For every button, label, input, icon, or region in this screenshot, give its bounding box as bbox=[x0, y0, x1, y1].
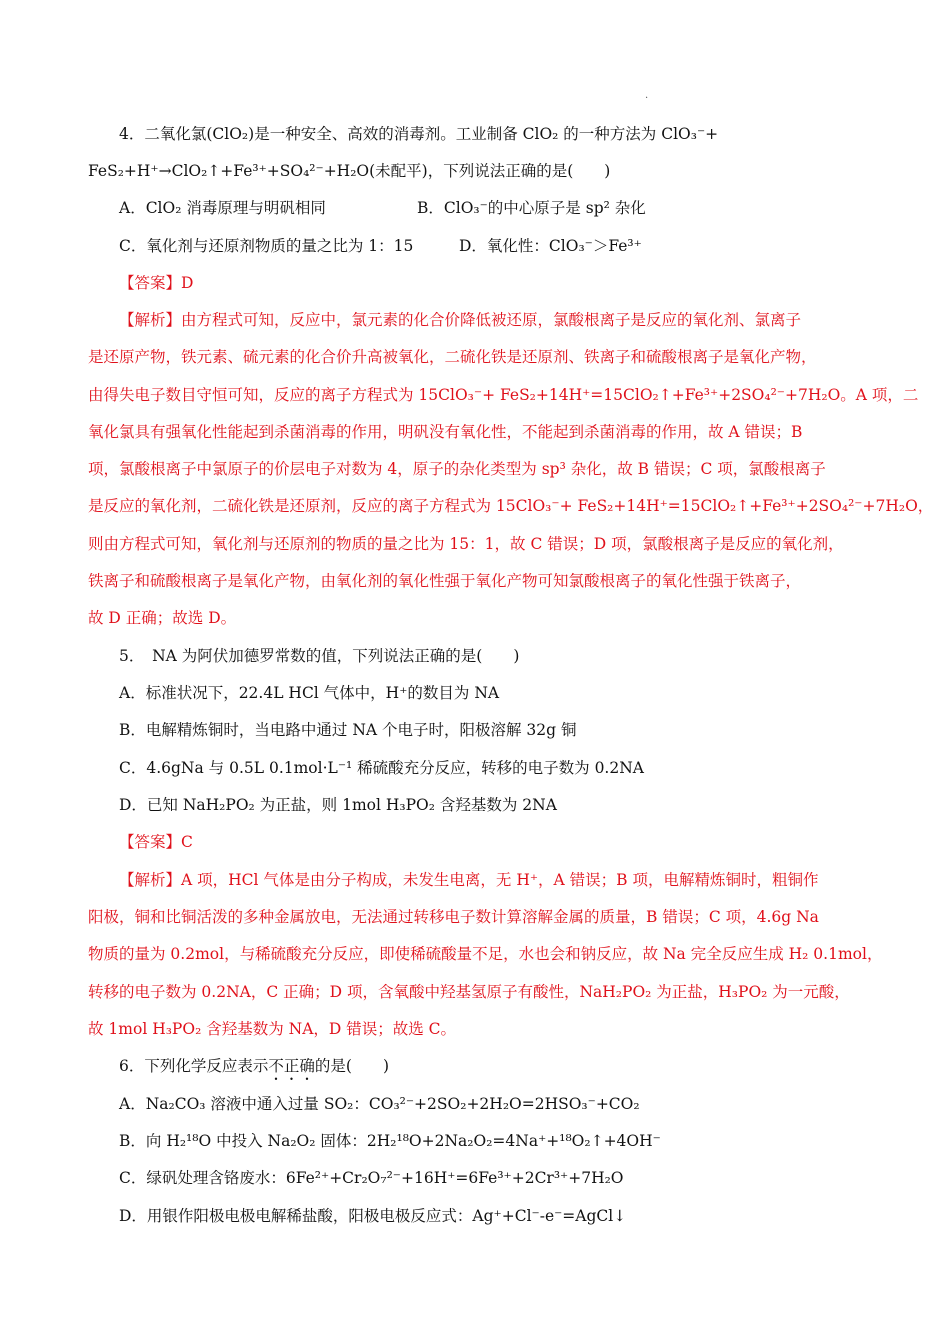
q4-analysis-line: 故 D 正确；故选 D。 bbox=[88, 609, 237, 627]
q4-analysis-line: 氧化氯具有强氧化性能起到杀菌消毒的作用，明矾没有氧化性，不能起到杀菌消毒的作用，故 A 错误；B bbox=[88, 423, 803, 441]
q4-option-d: D．氧化性：ClO₃⁻＞Fe³⁺ bbox=[459, 237, 642, 255]
q4-options-row1 bbox=[119, 198, 870, 218]
q6-stem-emphasis: 不正确 bbox=[268, 1057, 315, 1075]
q5-stem: 5． NA 为阿伏加德罗常数的值，下列说法正确的是( ) bbox=[119, 647, 520, 665]
q5-option-b: B．电解精炼铜时，当电路中通过 NA 个电子时，阳极溶解 32g 铜 bbox=[119, 721, 577, 739]
q5-analysis-tag: 【解析】 bbox=[119, 871, 182, 889]
q6-stem bbox=[119, 1056, 870, 1084]
q4-analysis-line bbox=[119, 310, 870, 330]
q4-analysis-tag: 【解析】 bbox=[119, 311, 182, 329]
q6-option-a: A．Na₂CO₃ 溶液中通入过量 SO₂：CO₃²⁻+2SO₂+2H₂O=2HSO₃⁻+CO₂ bbox=[119, 1095, 640, 1113]
q5-option-a: A．标准状况下，22.4L HCl 气体中，H⁺的数目为 NA bbox=[119, 684, 500, 702]
q5-analysis-line bbox=[119, 870, 870, 890]
q4-option-b: B．ClO₃⁻的中心原子是 sp² 杂化 bbox=[417, 199, 646, 217]
q4-options-row2 bbox=[119, 236, 870, 256]
q6-stem-post: 的是( ) bbox=[314, 1057, 389, 1075]
q4-analysis-line: 铁离子和硫酸根离子是氧化产物，由氧化剂的氧化性强于氧化产物可知氯酸根离子的氧化性强于铁离子， bbox=[88, 572, 802, 590]
q4-option-c: C．氧化剂与还原剂物质的量之比为 1：15 bbox=[119, 237, 414, 255]
q5-option-d: D．已知 NaH₂PO₂ 为正盐，则 1mol H₃PO₂ 含羟基数为 2NA bbox=[119, 796, 557, 814]
q4-stem-line2: FeS₂+H⁺→ClO₂↑+Fe³⁺+SO₄²⁻+H₂O(未配平)，下列说法正确的是( ) bbox=[88, 162, 611, 180]
q4-analysis-line: 由得失电子数目守恒可知，反应的离子方程式为 15ClO₃⁻+ FeS₂+14H⁺=15ClO₂↑+Fe³⁺+2SO₄²⁻+7H₂O。A 项，二 bbox=[88, 386, 919, 404]
q4-analysis-line: 项，氯酸根离子中氯原子的价层电子对数为 4，原子的杂化类型为 sp³ 杂化，故 B 错误；C 项，氯酸根离子 bbox=[88, 460, 826, 478]
q5-option-c: C．4.6gNa 与 0.5L 0.1mol·L⁻¹ 稀硫酸充分反应，转移的电子数为 0.2NA bbox=[119, 759, 644, 777]
q6-option-d: D．用银作阳极电极电解稀盐酸，阳极电极反应式：Ag⁺+Cl⁻-e⁻=AgCl↓ bbox=[119, 1207, 627, 1225]
q5-analysis-line: 阳极，铜和比铜活泼的多种金属放电，无法通过转移电子数计算溶解金属的质量，B 错误；C 项，4.6g Na bbox=[88, 908, 819, 926]
q4-option-a: A．ClO₂ 消毒原理与明矾相同 bbox=[119, 199, 326, 217]
q5-answer-value: C bbox=[181, 833, 193, 851]
q4-analysis-line: 是反应的氧化剂，二硫化铁是还原剂，反应的离子方程式为 15ClO₃⁻+ FeS₂+14H⁺=15ClO₂↑+Fe³⁺+2SO₄²⁻+7H₂O， bbox=[88, 497, 934, 515]
q4-answer bbox=[119, 273, 870, 293]
q5-answer-tag: 【答案】 bbox=[119, 833, 182, 851]
q4-analysis-text: 由方程式可知，反应中，氯元素的化合价降低被还原，氯酸根离子是反应的氧化剂、氯离子 bbox=[181, 311, 802, 329]
page-dot: . bbox=[645, 90, 649, 101]
q5-answer bbox=[119, 832, 870, 852]
q5-analysis-line: 转移的电子数为 0.2NA，C 正确；D 项，含氧酸中羟基氢原子有酸性，NaH₂PO₂ 为正盐，H₃PO₂ 为一元酸， bbox=[88, 983, 850, 1001]
q4-stem-line1: 4．二氧化氯(ClO₂)是一种安全、高效的消毒剂。工业制备 ClO₂ 的一种方法为 ClO₃⁻+ bbox=[119, 125, 719, 143]
q4-analysis-line: 是还原产物，铁元素、硫元素的化合价升高被氧化，二硫化铁是还原剂、铁离子和硫酸根离子是氧化产物， bbox=[88, 348, 817, 366]
q5-analysis-line: 物质的量为 0.2mol，与稀硫酸充分反应，即使稀硫酸量不足，水也会和钠反应，故 Na 完全反应生成 H₂ 0.1mol， bbox=[88, 945, 883, 963]
q4-answer-tag: 【答案】 bbox=[119, 274, 182, 292]
q5-analysis-line: 故 1mol H₃PO₂ 含羟基数为 NA，D 错误；故选 C。 bbox=[88, 1020, 457, 1038]
q4-analysis-line: 则由方程式可知，氧化剂与还原剂的物质的量之比为 15：1，故 C 错误；D 项，氯酸根离子是反应的氧化剂， bbox=[88, 535, 844, 553]
q6-option-c: C．绿矾处理含铬废水：6Fe²⁺+Cr₂O₇²⁻+16H⁺=6Fe³⁺+2Cr³⁺+7H₂O bbox=[119, 1169, 624, 1187]
q6-stem-pre: 6．下列化学反应表示 bbox=[119, 1057, 269, 1075]
q4-answer-value: D bbox=[181, 274, 194, 292]
q6-option-b: B．向 H₂¹⁸O 中投入 Na₂O₂ 固体：2H₂¹⁸O+2Na₂O₂=4Na⁺+¹⁸O₂↑+4OH⁻ bbox=[119, 1132, 661, 1150]
q5-analysis-text: A 项，HCl 气体是由分子构成，未发生电离，无 H⁺，A 错误；B 项，电解精炼铜时，粗铜作 bbox=[181, 871, 819, 889]
